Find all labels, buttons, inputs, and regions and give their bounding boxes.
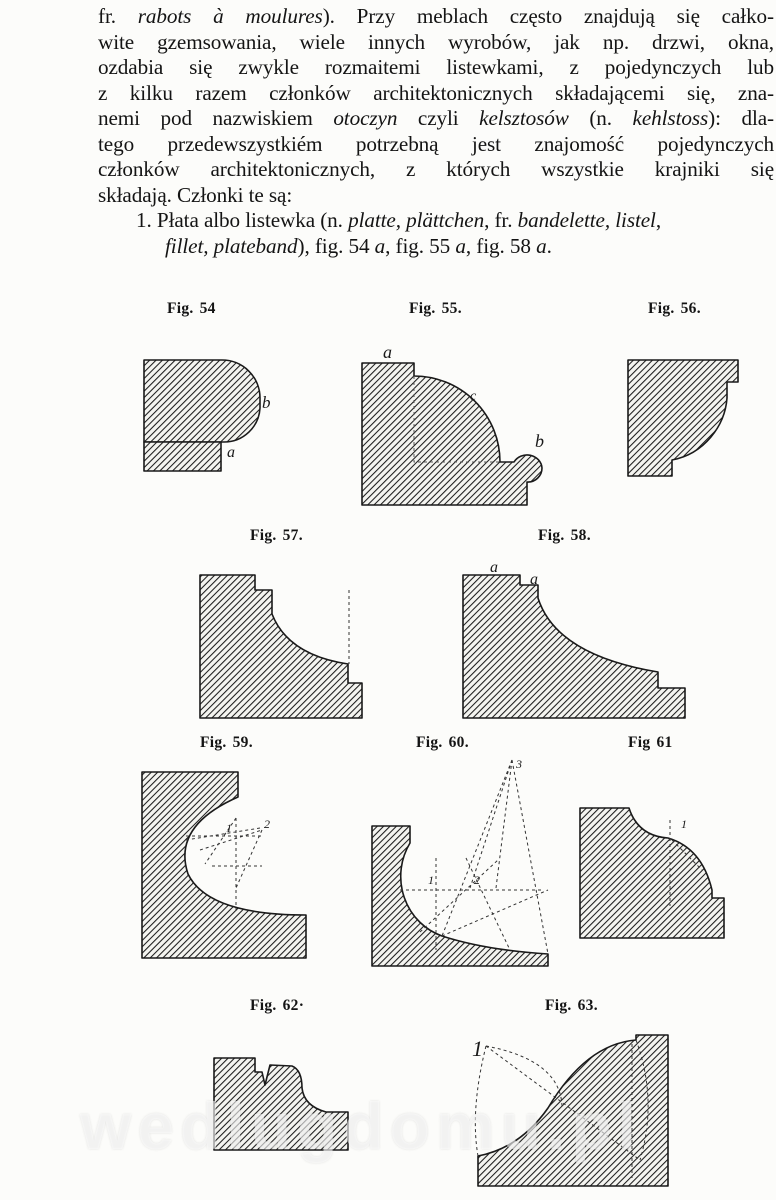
italic-term: otoczyn <box>333 106 398 130</box>
fig-55-drawing <box>362 342 544 505</box>
fig-54-profile <box>144 360 260 442</box>
fig-59-letter-1: 1 <box>226 821 232 835</box>
text-line: fr. rabots à moulures). Przy meblach często znajdują się całko- <box>98 4 775 28</box>
fig-56-drawing <box>628 360 738 476</box>
fig-55-letter-a: a <box>383 342 392 362</box>
italic-term: a <box>374 233 386 258</box>
fig-62-caption: Fig. 62· <box>250 997 305 1014</box>
fig-55-letter-b: b <box>535 431 544 451</box>
fig-54-letter-b: b <box>262 393 271 412</box>
text-line: tego przedewszystkiém potrzebną jest znajomość pojedynczych <box>98 131 774 156</box>
italic-term: a <box>536 233 547 258</box>
text-line: ozdabia się zwykle rozmaitemi listewkami, z pojedynczych lub <box>98 55 774 79</box>
fig-55-caption: Fig. 55. <box>409 300 462 317</box>
text-line: 1. Płata albo listewka (n. platte, plättchen, fr. bandelette, listel, <box>136 208 662 232</box>
fig-58-letter-a2: a <box>530 571 538 588</box>
fig-58-caption: Fig. 58. <box>538 527 591 544</box>
fig-63-letter-1: 1 <box>472 1036 483 1061</box>
text-line: członków architektonicznych, z których wszystkie krajniki się <box>98 157 774 181</box>
fig-59-drawing <box>142 772 306 958</box>
fig-58-drawing <box>463 559 685 718</box>
fig-54-drawing <box>144 360 271 471</box>
italic-term: bandelette, listel <box>517 208 656 232</box>
italic-term: a <box>455 233 466 258</box>
fig-57-drawing <box>200 575 362 718</box>
fig-61-profile <box>580 808 724 938</box>
fig-61-caption: Fig 61 <box>628 734 673 751</box>
fig-55-profile <box>362 363 542 505</box>
fig-61-letter-1: 1 <box>681 817 687 831</box>
fig-58-letter-a1: a <box>490 559 498 576</box>
fig-57-caption: Fig. 57. <box>250 527 303 544</box>
fig-60-letter-1: 1 <box>428 873 434 887</box>
watermark: wedlugdomu.pl <box>80 1089 642 1163</box>
fig-57-profile <box>200 575 362 718</box>
italic-term: fillet, plateband <box>165 233 298 258</box>
italic-term: kehlstoss <box>632 106 709 130</box>
fig-60-letter-3: 3 <box>516 757 522 771</box>
italic-term: rabots à moulures <box>137 4 323 28</box>
text-line: wite gzemsowania, wiele innych wyrobów, jak np. drzwi, okna, <box>98 29 774 54</box>
italic-term: platte, plättchen <box>348 208 485 232</box>
italic-term: kelsztosów <box>479 106 569 130</box>
fig-60-caption: Fig. 60. <box>416 734 469 751</box>
fig-56-caption: Fig. 56. <box>648 300 701 317</box>
fig-60-letter-2: 2 <box>474 873 480 887</box>
fig-58-profile <box>463 575 685 718</box>
fig-60-profile <box>372 826 548 966</box>
fig-54-letter-a: a <box>227 444 235 461</box>
fig-59-profile <box>142 772 306 958</box>
fig-55-letter-c: c <box>470 389 477 404</box>
fig-60-drawing <box>372 757 548 966</box>
fig-59-letter-2: 2 <box>264 817 270 831</box>
fig-54-caption: Fig. 54 <box>167 300 216 317</box>
fig-59-caption: Fig. 59. <box>200 734 253 751</box>
fig-61-drawing <box>580 808 724 938</box>
fig-54-fillet <box>144 442 221 471</box>
fig-63-caption: Fig. 63. <box>545 997 598 1014</box>
fig-56-profile <box>628 360 738 476</box>
text-line: z kilku razem członków architektonicznych składającemi się, zna- <box>98 80 774 105</box>
text-line: składają. Członki te są: <box>98 182 293 207</box>
text-line: fillet, plateband), fig. 54 a, fig. 55 a, fig. 58 a. <box>165 233 552 258</box>
text-line: nemi pod nazwiskiem otoczyn czyli kelsztosów (n. kehlstoss): dla- <box>98 106 774 130</box>
